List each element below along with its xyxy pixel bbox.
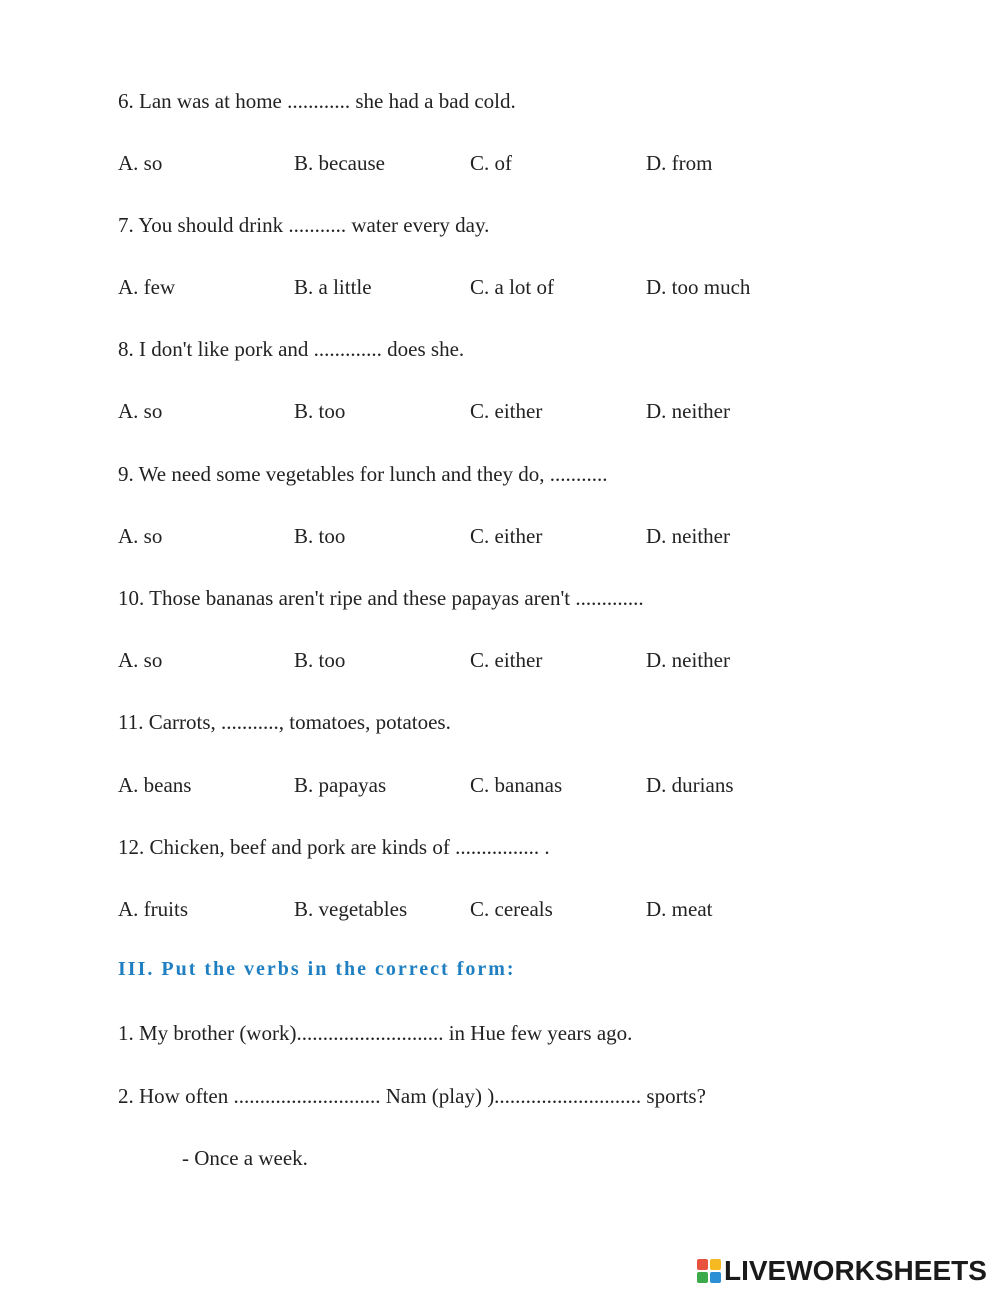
question-7: 7. You should drink ........... water every day. (118, 213, 490, 237)
q8-option-c: C. either (470, 399, 543, 423)
logo-block-yellow (710, 1259, 721, 1270)
q7-option-c: C. a lot of (470, 275, 554, 299)
q7-option-b: B. a little (294, 275, 372, 299)
q6-option-b: B. because (294, 151, 385, 175)
q11-option-c: C. bananas (470, 773, 563, 797)
q11-option-d: D. durians (646, 773, 734, 797)
question-11: 11. Carrots, ..........., tomatoes, potatoes. (118, 710, 451, 734)
q6-option-a: A. so (118, 151, 163, 175)
q8-option-b: B. too (294, 399, 346, 423)
q12-option-a: A. fruits (118, 897, 188, 921)
logo-block-green (697, 1272, 708, 1283)
q11-option-a: A. beans (118, 773, 192, 797)
q10-option-d: D. neither (646, 648, 730, 672)
question-9: 9. We need some vegetables for lunch and they do, ........... (118, 462, 608, 486)
q9-option-b: B. too (294, 524, 346, 548)
logo-block-red (697, 1259, 708, 1270)
q10-option-c: C. either (470, 648, 543, 672)
question-12: 12. Chicken, beef and pork are kinds of ................ . (118, 835, 550, 859)
q6-option-c: C. of (470, 151, 512, 175)
q12-option-d: D. meat (646, 897, 713, 921)
logo-block-blue (710, 1272, 721, 1283)
q10-option-b: B. too (294, 648, 346, 672)
section-3-heading: III. Put the verbs in the correct form: (118, 958, 516, 980)
q8-option-a: A. so (118, 399, 163, 423)
question-6: 6. Lan was at home ............ she had a bad cold. (118, 89, 516, 113)
q10-option-a: A. so (118, 648, 163, 672)
question-8: 8. I don't like pork and ............. does she. (118, 337, 465, 361)
q7-option-a: A. few (118, 275, 176, 299)
liveworksheets-logo (697, 1255, 987, 1287)
q11-option-b: B. papayas (294, 773, 387, 797)
q9-option-d: D. neither (646, 524, 730, 548)
verb-question-2: 2. How often ............................ Nam (play) )............................ sports? (118, 1084, 706, 1108)
verb-question-1: 1. My brother (work)............................ in Hue few years ago. (118, 1021, 633, 1045)
q8-option-d: D. neither (646, 399, 730, 423)
q6-option-d: D. from (646, 151, 713, 175)
q7-option-d: D. too much (646, 275, 751, 299)
q9-option-c: C. either (470, 524, 543, 548)
q9-option-a: A. so (118, 524, 163, 548)
question-10: 10. Those bananas aren't ripe and these papayas aren't ............. (118, 586, 644, 610)
q12-option-c: C. cereals (470, 897, 553, 921)
logo-text: LIVEWORKSHEETS (724, 1255, 987, 1286)
verb-question-2-answer: - Once a week. (182, 1146, 308, 1170)
logo-blocks-icon (697, 1259, 721, 1283)
q12-option-b: B. vegetables (294, 897, 408, 921)
